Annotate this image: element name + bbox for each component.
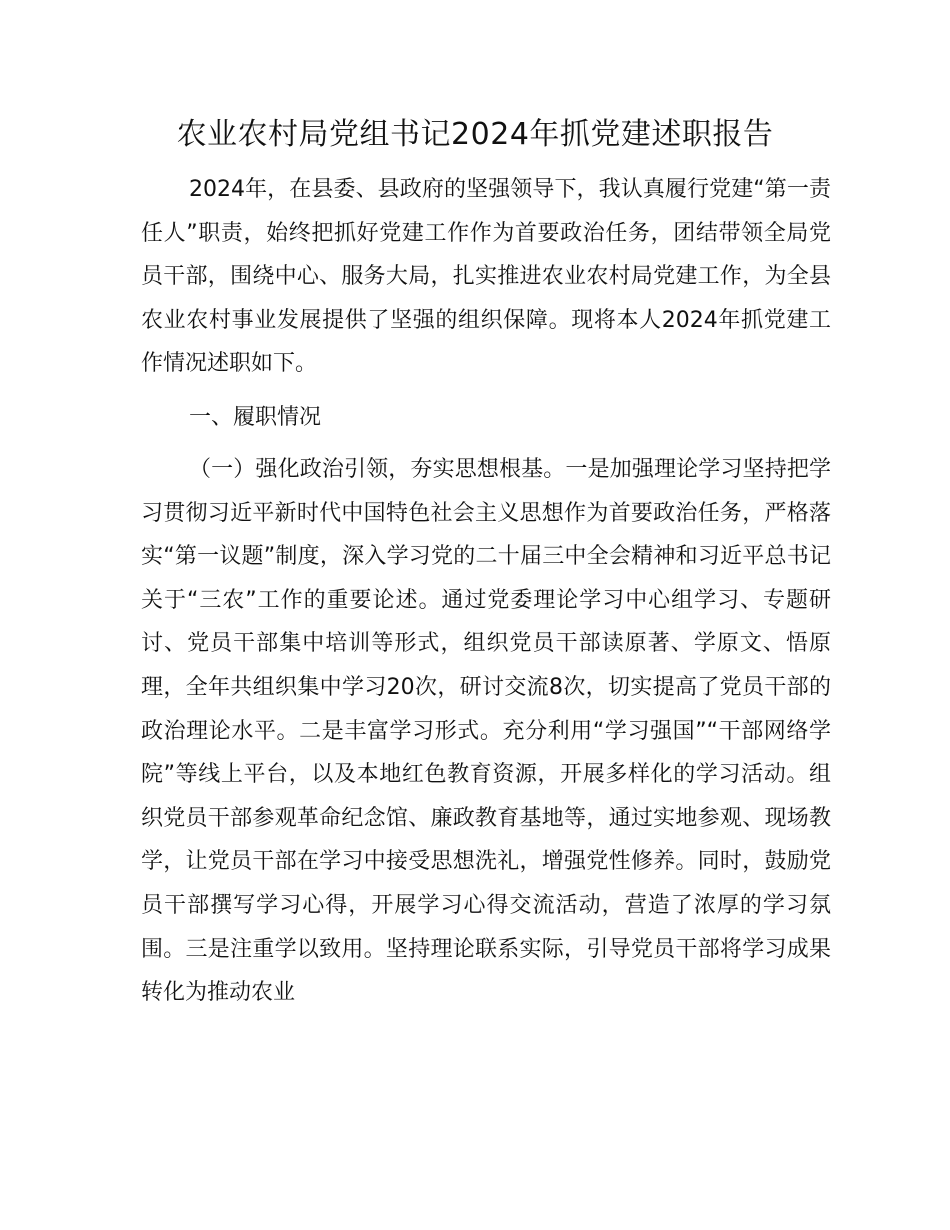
section-heading: 一、履职情况: [189, 405, 322, 430]
section-paragraph: （一）强化政治引领，夯实思想根基。一是加强理论学习坚持把学习贯彻习近平新时代中国特色社会主义思想作为首要政治任务，严格落实“第一议题”制度，深入学习党的二十届三中全会精神和习近平总书记关于“三农”工作的重要论述。通过党委理论学习中心组学习、专题研讨、党员干部集中培训等形式，组织党员干部读原著、学原文、悟原理，全年共组织集中学习20次，研讨交流8次，切实提高了党员干部的政治理论水平。二是丰富学习形式。充分利用“学习强国”“干部网络学院”等线上平台，以及本地红色教育资源，开展多样化的学习活动。组织党员干部参观革命纪念馆、廉政教育基地等，通过实地参观、现场教学，让党员干部在学习中接受思想洗礼，增强党性修养。同时，鼓励党员干部撰写学习心得，开展学习心得交流活动，营造了浓厚的学习氛围。三是注重学以致用。坚持理论联系实际，引导党员干部将学习成果转化为推动农业: [141, 457, 831, 1006]
intro-paragraph: 2024年，在县委、县政府的坚强领导下，我认真履行党建“第一责任人”职责，始终把抓好党建工作作为首要政治任务，团结带领全局党员干部，围绕中心、服务大局，扎实推进农业农村局党建工作，为全县农业农村事业发展提供了坚强的组织保障。现将本人2024年抓党建工作情况述职如下。: [141, 177, 831, 377]
page-title: 农业农村局党组书记2024年抓党建述职报告: [176, 117, 774, 152]
